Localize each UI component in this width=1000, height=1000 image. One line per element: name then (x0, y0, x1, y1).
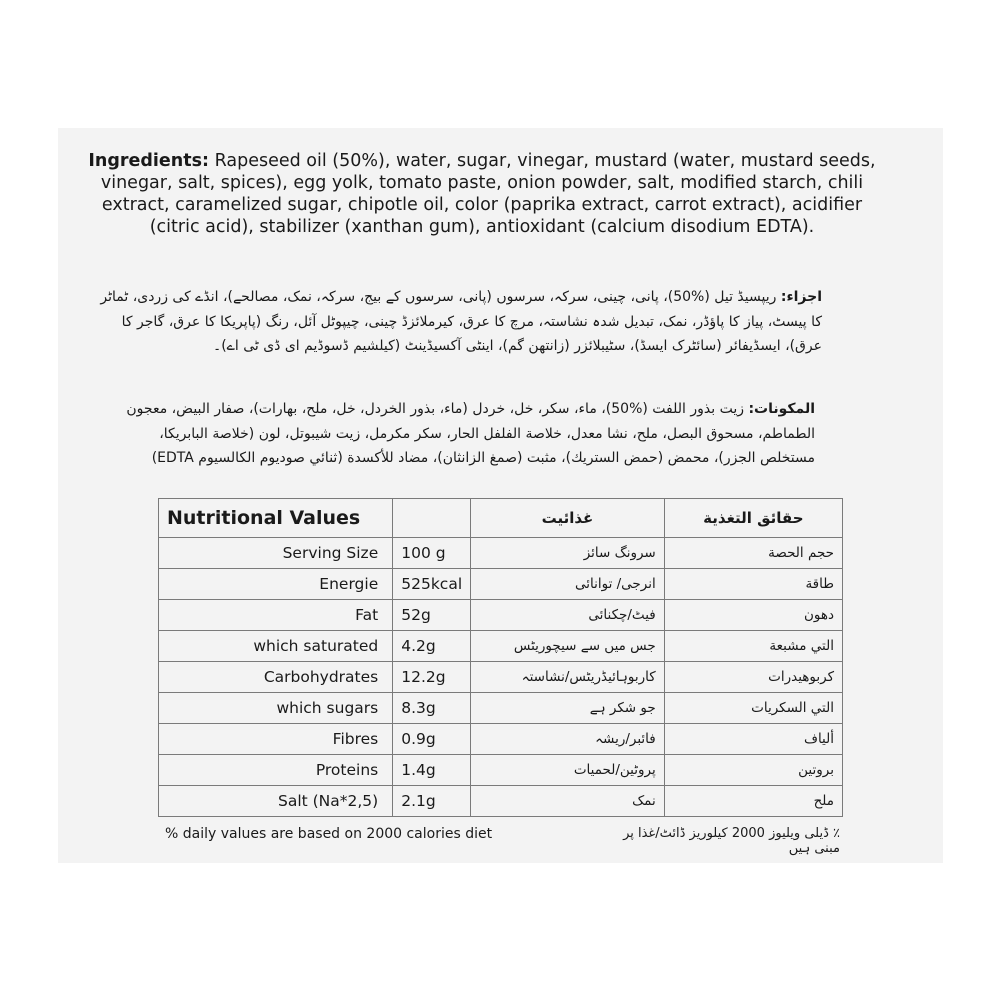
nutrient-value: 52g (393, 600, 471, 631)
table-row (159, 755, 843, 786)
nutrient-name-ur: سرونگ سائز (471, 538, 665, 569)
table-row (159, 631, 843, 662)
ingredients-english-heading: Ingredients: (88, 151, 210, 171)
table-row (159, 662, 843, 693)
nutrition-header-value (393, 499, 471, 538)
nutrient-value: 0.9g (393, 724, 471, 755)
nutrient-name-en: Serving Size (159, 538, 393, 569)
nutrition-header-ar: حقائق التغذية (664, 499, 842, 538)
table-row (159, 538, 843, 569)
table-row (159, 600, 843, 631)
nutrition-header-ur: غذائیت (471, 499, 665, 538)
ingredients-english (82, 150, 882, 238)
nutrient-name-ur: انرجی/ توانائی (471, 569, 665, 600)
nutrient-name-en: Fibres (159, 724, 393, 755)
ingredients-arabic-text: زيت بذور اللفت (%50)، ماء، سكر، خل، خردل (ماء، بذور الخردل، خل، ملح، بهارات)، صفار البيض، معجون الطماطم، مسحوق البصل، ملح، نشا معدل، خلاصة الفلفل الحار، سكر مكرمل، زيت شيبوتل، لون (خلاصة البابريكا، مستخلص الجزر)، محمض (حمض الستريك)، مثبت (صمغ الزانثان)، مضاد للأكسدة (ثنائي صوديوم الكالسيوم EDTA) (126, 401, 815, 466)
nutrient-value: 100 g (393, 538, 471, 569)
nutrition-header-row (159, 499, 843, 538)
nutrient-name-ar: حجم الحصة (664, 538, 842, 569)
table-row (159, 693, 843, 724)
nutrient-name-en: Energie (159, 569, 393, 600)
nutrient-name-en: Proteins (159, 755, 393, 786)
ingredients-urdu-heading: اجزاء: (780, 289, 822, 305)
table-row (159, 724, 843, 755)
nutrient-value: 12.2g (393, 662, 471, 693)
nutrient-value: 4.2g (393, 631, 471, 662)
nutrient-name-en: Salt (Na*2,5) (159, 786, 393, 817)
nutrient-name-ar: ملح (664, 786, 842, 817)
nutrient-name-ur: نمک (471, 786, 665, 817)
ingredients-english-text: Rapeseed oil (50%), water, sugar, vinegar, mustard (water, mustard seeds, vinegar, salt, spices), egg yolk, tomato paste, onion powder, salt, modified starch, chili extract, caramelized sugar, chipotle oil, color (paprika extract, carrot extract), acidifier (citric acid), stabilizer (xanthan gum), antioxidant (calcium disodium EDTA). (100, 151, 876, 237)
ingredients-arabic (110, 397, 815, 471)
ingredients-urdu-text: ریپسیڈ تیل (%50)، پانی، چینی، سرکہ، سرسوں (پانی، سرسوں کے بیج، سرکہ، نمک، مصالحے)، انڈے کی زردی، ٹماٹر کا پیسٹ، پیاز کا پاؤڈر، نمک، تبدیل شدہ نشاستہ، مرچ کا عرق، کیرملائزڈ چینی، چیپوٹل آئل، رنگ (پاپریکا کا عرق، گاجر کا عرق)، ایسڈیفائر (سائٹرک ایسڈ)، سٹیبلائزر (زانتھن گم)، اینٹی آکسیڈینٹ (کیلشیم ڈسوڈیم ای ڈی ٹی اے)۔ (100, 289, 822, 354)
nutrient-name-ur: جو شکر ہے (471, 693, 665, 724)
nutrient-name-ur: کاربوہائیڈریٹس/نشاستہ (471, 662, 665, 693)
nutrient-value: 525kcal (393, 569, 471, 600)
nutrient-value: 2.1g (393, 786, 471, 817)
nutrient-name-ar: كربوهيدرات (664, 662, 842, 693)
footnote-urdu: ٪ ڈیلی ویلیوز 2000 کیلوریز ڈائٹ/غذا پر مبنی ہیں (623, 826, 840, 856)
nutrient-name-ur: پروٹین/لحمیات (471, 755, 665, 786)
nutrient-name-en: which sugars (159, 693, 393, 724)
footnote-english: % daily values are based on 2000 calories diet (165, 826, 493, 842)
nutrient-name-ar: طاقة (664, 569, 842, 600)
nutrition-header-en: Nutritional Values (159, 499, 393, 538)
nutrient-name-ar: بروتين (664, 755, 842, 786)
nutrient-name-ar: ألياف (664, 724, 842, 755)
nutrient-value: 1.4g (393, 755, 471, 786)
nutrient-name-ar: دهون (664, 600, 842, 631)
nutrient-name-ar: التي السكريات (664, 693, 842, 724)
nutrient-name-ar: التي مشبعة (664, 631, 842, 662)
nutrient-name-ur: جس میں سے سیچوریٹس (471, 631, 665, 662)
table-row (159, 786, 843, 817)
nutrient-name-ur: فیٹ/چکنائی (471, 600, 665, 631)
nutrition-table (158, 498, 843, 817)
ingredients-urdu (90, 285, 822, 359)
ingredients-arabic-heading: المكونات: (748, 401, 815, 417)
nutrient-name-en: Carbohydrates (159, 662, 393, 693)
nutrient-name-en: which saturated (159, 631, 393, 662)
table-row (159, 569, 843, 600)
nutrient-name-ur: فائبر/ریشہ (471, 724, 665, 755)
nutrient-value: 8.3g (393, 693, 471, 724)
nutrient-name-en: Fat (159, 600, 393, 631)
